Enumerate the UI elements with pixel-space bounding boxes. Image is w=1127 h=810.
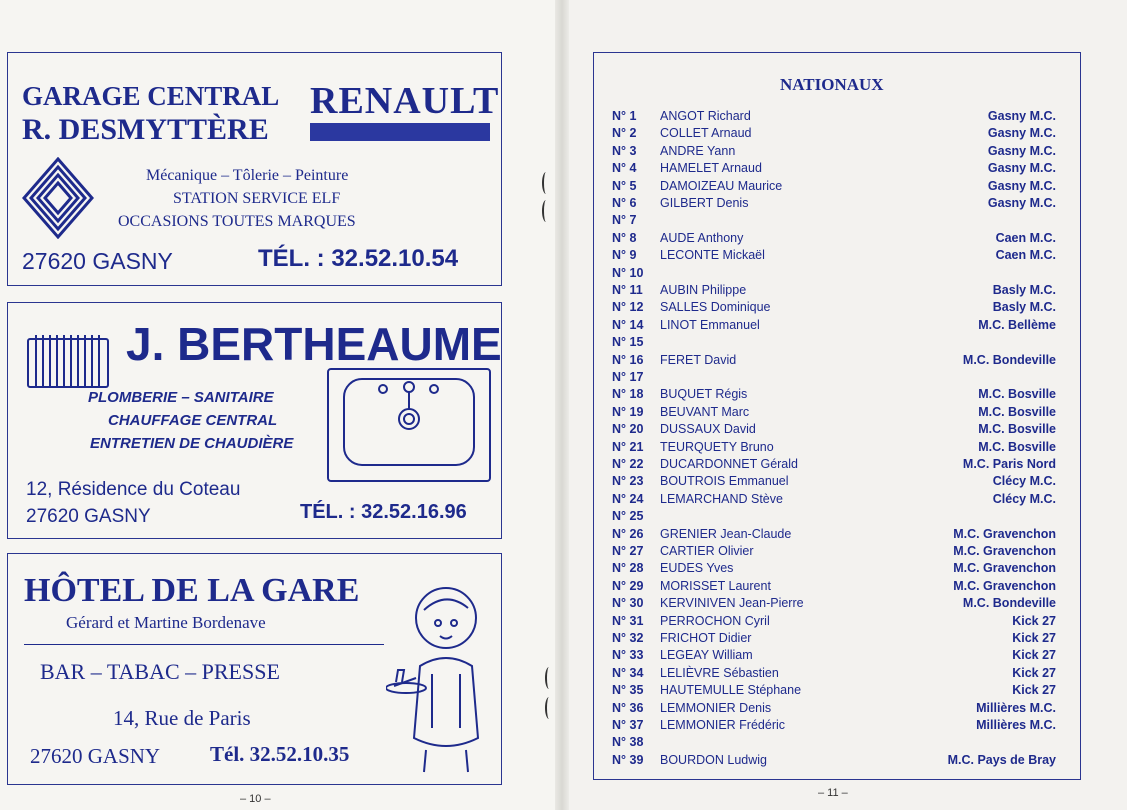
rider-name: DUCARDONNET Gérald bbox=[660, 457, 798, 471]
rider-num: N° 6 bbox=[612, 196, 637, 210]
list-item bbox=[594, 266, 1082, 283]
rider-num: N° 39 bbox=[612, 752, 644, 767]
rider-name: FERET David bbox=[660, 352, 737, 367]
rider-num: N° 34 bbox=[612, 665, 644, 680]
garage-phone: TÉL. : 32.52.10.54 bbox=[258, 245, 459, 272]
rider-name: TEURQUETY Bruno bbox=[660, 439, 774, 454]
garage-advert bbox=[7, 52, 502, 286]
rider-name: BEUVANT Marc bbox=[660, 404, 750, 419]
rider-name: BUQUET Régis bbox=[660, 387, 748, 402]
rider-num: N° 30 bbox=[612, 596, 644, 611]
rider-club: Kick 27 bbox=[1012, 648, 1056, 663]
radiator-icon bbox=[26, 331, 110, 391]
rider-num: N° 38 bbox=[612, 735, 644, 750]
rider-name: ANDRE Yann bbox=[660, 143, 736, 158]
rider-club: M.C. Bosville bbox=[978, 439, 1056, 454]
list-item bbox=[594, 144, 1082, 161]
plumber-name: J. BERTHEAUME bbox=[126, 318, 502, 370]
list-item bbox=[594, 718, 1082, 735]
rider-club: M.C. Gravenchon bbox=[953, 561, 1056, 576]
list-item bbox=[594, 683, 1082, 700]
list-item bbox=[594, 457, 1082, 474]
hotel-name: HÔTEL DE LA GARE bbox=[24, 572, 360, 609]
plumber-line3: ENTRETIEN DE CHAUDIÈRE bbox=[90, 435, 294, 452]
rider-num: N° 14 bbox=[612, 317, 644, 332]
list-item bbox=[594, 561, 1082, 578]
rider-num: N° 10 bbox=[612, 265, 644, 280]
nationaux-list bbox=[593, 52, 1081, 780]
rider-name: AUBIN Philippe bbox=[660, 283, 747, 297]
rider-num: N° 29 bbox=[612, 578, 644, 593]
rider-name: DUSSAUX David bbox=[660, 422, 756, 437]
list-item bbox=[594, 161, 1082, 178]
rider-num: N° 15 bbox=[612, 335, 644, 350]
list-item bbox=[594, 614, 1082, 631]
list-item bbox=[594, 300, 1082, 317]
rider-num: N° 31 bbox=[612, 613, 644, 628]
left-page-number: – 10 – bbox=[240, 793, 271, 805]
rider-club: Clécy M.C. bbox=[992, 474, 1056, 489]
rider-club: Basly M.C. bbox=[992, 283, 1056, 297]
rider-num: N° 33 bbox=[612, 648, 644, 663]
list-item bbox=[594, 596, 1082, 613]
rider-club: M.C. Bosville bbox=[978, 387, 1056, 402]
rider-club: Basly M.C. bbox=[992, 300, 1056, 315]
rider-num: N° 24 bbox=[612, 491, 644, 506]
rider-num: N° 3 bbox=[612, 143, 637, 158]
rider-club: M.C. Bondeville bbox=[962, 596, 1056, 611]
hotel-advert bbox=[7, 553, 502, 785]
rider-club: Millières M.C. bbox=[976, 718, 1056, 732]
rider-num: N° 23 bbox=[612, 474, 644, 489]
hotel-address: 14, Rue de Paris bbox=[113, 706, 251, 730]
rider-club: Millières M.C. bbox=[976, 700, 1056, 715]
list-item bbox=[594, 213, 1082, 230]
rider-num: N° 37 bbox=[612, 718, 644, 732]
list-item bbox=[594, 440, 1082, 457]
garage-owner: R. DESMYTTÈRE bbox=[22, 113, 269, 146]
list-item bbox=[594, 666, 1082, 683]
rider-club: Kick 27 bbox=[1012, 631, 1056, 645]
renault-band bbox=[310, 123, 490, 141]
rider-name: LEMMONIER Denis bbox=[660, 700, 772, 715]
list-item bbox=[594, 631, 1082, 648]
rider-name: HAMELET Arnaud bbox=[660, 161, 762, 176]
rider-club: Gasny M.C. bbox=[987, 126, 1056, 141]
list-item bbox=[594, 353, 1082, 370]
rider-club: Caen M.C. bbox=[995, 230, 1056, 245]
garage-title: GARAGE CENTRAL bbox=[22, 81, 280, 111]
rider-name: HAUTEMULLE Stéphane bbox=[660, 683, 802, 698]
list-item bbox=[594, 474, 1082, 491]
rider-num: N° 19 bbox=[612, 404, 644, 419]
rider-num: N° 21 bbox=[612, 439, 644, 454]
rider-num: N° 18 bbox=[612, 387, 644, 402]
plumber-address: 12, Résidence du Coteau bbox=[26, 479, 241, 500]
rider-num: N° 11 bbox=[612, 283, 643, 297]
list-item bbox=[594, 701, 1082, 718]
rider-num: N° 17 bbox=[612, 370, 644, 384]
rider-club: Gasny M.C. bbox=[987, 143, 1056, 158]
plumber-line2: CHAUFFAGE CENTRAL bbox=[108, 412, 278, 429]
rider-num: N° 28 bbox=[612, 561, 644, 576]
hotel-divider bbox=[24, 644, 384, 645]
rider-name: LELIÈVRE Sébastien bbox=[660, 665, 779, 680]
rider-name: CARTIER Olivier bbox=[660, 544, 754, 558]
list-item bbox=[594, 231, 1082, 248]
list-item bbox=[594, 753, 1082, 770]
waiter-illustration-icon bbox=[386, 578, 492, 778]
hotel-owners: Gérard et Martine Bordenave bbox=[66, 613, 266, 632]
rider-name: LEGEAY William bbox=[660, 648, 753, 663]
list-item bbox=[594, 405, 1082, 422]
binder-hole-icon bbox=[545, 697, 553, 719]
washbasin-icon bbox=[326, 367, 492, 487]
rider-num: N° 22 bbox=[612, 457, 644, 471]
rider-club: M.C. Bondeville bbox=[962, 352, 1056, 367]
rider-num: N° 27 bbox=[612, 544, 644, 558]
rider-name: LECONTE Mickaël bbox=[660, 248, 765, 263]
rider-name: BOURDON Ludwig bbox=[660, 752, 767, 767]
garage-occasions: OCCASIONS TOUTES MARQUES bbox=[118, 213, 356, 230]
rider-num: N° 9 bbox=[612, 248, 637, 263]
rider-num: N° 4 bbox=[612, 161, 637, 176]
rider-num: N° 2 bbox=[612, 126, 637, 141]
rider-club: Gasny M.C. bbox=[987, 109, 1056, 123]
list-item bbox=[594, 527, 1082, 544]
list-item bbox=[594, 179, 1082, 196]
rider-club: M.C. Gravenchon bbox=[953, 578, 1056, 593]
list-item bbox=[594, 422, 1082, 439]
plumber-advert bbox=[7, 302, 502, 539]
rider-name: BOUTROIS Emmanuel bbox=[660, 474, 789, 489]
list-item bbox=[594, 492, 1082, 509]
rider-name: KERVINIVEN Jean-Pierre bbox=[660, 596, 804, 611]
rider-club: M.C. Paris Nord bbox=[962, 457, 1056, 471]
rider-club: Caen M.C. bbox=[995, 248, 1056, 263]
rider-club: M.C. Bosville bbox=[978, 422, 1056, 437]
list-item bbox=[594, 387, 1082, 404]
list-item bbox=[594, 735, 1082, 752]
rider-club: M.C. Bosville bbox=[978, 404, 1056, 419]
list-item bbox=[594, 370, 1082, 387]
plumber-city: 27620 GASNY bbox=[26, 506, 151, 527]
rider-name: COLLET Arnaud bbox=[660, 126, 752, 141]
binder-hole-icon bbox=[545, 667, 553, 689]
renault-brand: RENAULT bbox=[310, 80, 500, 122]
garage-services: Mécanique – Tôlerie – Peinture bbox=[146, 167, 349, 184]
binder-hole-icon bbox=[542, 172, 550, 194]
binder-hole-icon bbox=[542, 200, 550, 222]
rider-name: LEMMONIER Frédéric bbox=[660, 718, 786, 732]
list-item bbox=[594, 335, 1082, 352]
rider-club: M.C. Gravenchon bbox=[953, 544, 1056, 558]
hotel-activity: BAR – TABAC – PRESSE bbox=[40, 659, 280, 684]
rider-club: Kick 27 bbox=[1012, 613, 1056, 628]
rider-num: N° 7 bbox=[612, 213, 637, 228]
rider-club: M.C. Bellème bbox=[978, 317, 1056, 332]
list-item bbox=[594, 648, 1082, 665]
rider-name: LINOT Emmanuel bbox=[660, 317, 760, 332]
rider-num: N° 25 bbox=[612, 509, 644, 524]
binding-gutter bbox=[555, 0, 569, 810]
rider-club: M.C. Gravenchon bbox=[953, 526, 1056, 541]
rider-name: SALLES Dominique bbox=[660, 300, 771, 315]
list-item bbox=[594, 579, 1082, 596]
rider-name: GRENIER Jean-Claude bbox=[660, 526, 792, 541]
list-item bbox=[594, 109, 1082, 126]
rider-club: Clécy M.C. bbox=[992, 491, 1056, 506]
rider-name: LEMARCHAND Stève bbox=[660, 491, 783, 506]
garage-city: 27620 GASNY bbox=[22, 248, 173, 274]
rider-num: N° 20 bbox=[612, 422, 644, 437]
rider-num: N° 26 bbox=[612, 526, 644, 541]
hotel-phone: Tél. 32.52.10.35 bbox=[210, 742, 350, 766]
plumber-line1: PLOMBERIE – SANITAIRE bbox=[88, 389, 274, 406]
list-item bbox=[594, 544, 1082, 561]
rider-num: N° 16 bbox=[612, 352, 644, 367]
rider-num: N° 32 bbox=[612, 631, 644, 645]
rider-name: FRICHOT Didier bbox=[660, 631, 752, 645]
hotel-city: 27620 GASNY bbox=[30, 744, 161, 768]
rider-name: MORISSET Laurent bbox=[660, 578, 771, 593]
garage-station: STATION SERVICE ELF bbox=[173, 190, 341, 207]
list-item bbox=[594, 509, 1082, 526]
list-item bbox=[594, 283, 1082, 300]
rider-name: GILBERT Denis bbox=[660, 196, 749, 210]
rider-club: Kick 27 bbox=[1012, 683, 1056, 698]
rider-num: N° 5 bbox=[612, 178, 637, 193]
list-item bbox=[594, 196, 1082, 213]
list-item bbox=[594, 248, 1082, 265]
rider-name: DAMOIZEAU Maurice bbox=[660, 178, 783, 193]
rider-name: EUDES Yves bbox=[660, 561, 734, 576]
right-page-number: – 11 – bbox=[818, 787, 848, 799]
nationaux-title: NATIONAUX bbox=[780, 75, 884, 94]
rider-name: AUDE Anthony bbox=[660, 230, 744, 245]
rider-num: N° 35 bbox=[612, 683, 644, 698]
list-item bbox=[594, 126, 1082, 143]
plumber-phone: TÉL. : 32.52.16.96 bbox=[300, 501, 467, 523]
rider-name: ANGOT Richard bbox=[660, 109, 751, 123]
renault-diamond-icon bbox=[22, 157, 94, 239]
rider-club: Gasny M.C. bbox=[987, 196, 1056, 210]
list-item bbox=[594, 318, 1082, 335]
rider-club: Gasny M.C. bbox=[987, 161, 1056, 176]
rider-club: Gasny M.C. bbox=[987, 178, 1056, 193]
rider-num: N° 12 bbox=[612, 300, 644, 315]
rider-num: N° 8 bbox=[612, 230, 637, 245]
rider-num: N° 36 bbox=[612, 700, 644, 715]
rider-club: Kick 27 bbox=[1012, 665, 1056, 680]
rider-club: M.C. Pays de Bray bbox=[947, 752, 1056, 767]
rider-name: PERROCHON Cyril bbox=[660, 613, 770, 628]
rider-num: N° 1 bbox=[612, 109, 637, 123]
